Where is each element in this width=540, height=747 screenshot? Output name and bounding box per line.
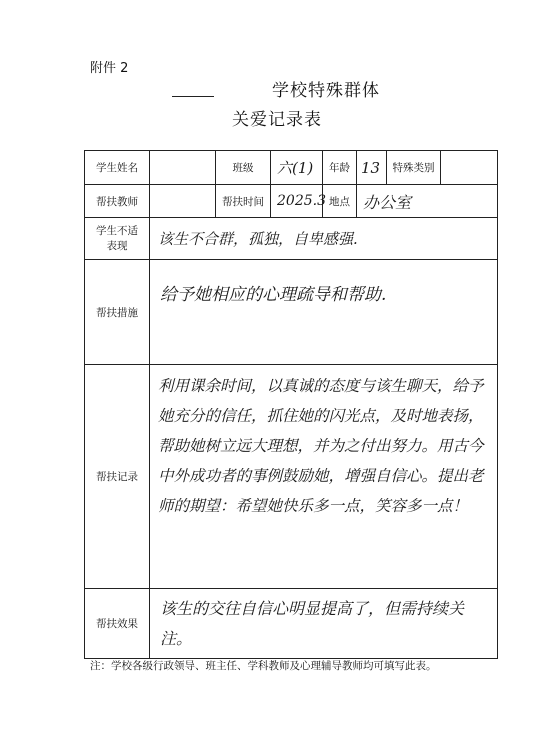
age-label: 年龄	[323, 151, 357, 185]
title-dash	[172, 96, 214, 97]
effect-label: 帮扶效果	[85, 589, 150, 659]
student-name-value[interactable]	[150, 151, 216, 185]
title-line-2: 关爱记录表	[232, 110, 322, 130]
record-label: 帮扶记录	[85, 365, 150, 589]
class-value[interactable]: 六(1)	[271, 151, 323, 185]
location-value[interactable]: 办公室	[357, 185, 498, 218]
inappropriate-behavior-value[interactable]: 该生不合群，孤独，自卑感强.	[150, 218, 498, 260]
record-value[interactable]: 利用课余时间，以真诚的态度与该生聊天，给予她充分的信任，抓住她的闪光点，及时地表扬，帮助她树立远大理想，并为之付出努力。用古今中外成功者的事例鼓励她，增强自信心。提出老师的期望：希望她快乐多一点，笑容多一点！	[150, 365, 498, 589]
student-name-label: 学生姓名	[85, 151, 150, 185]
effect-value[interactable]: 该生的交往自信心明显提高了，但需持续关注。	[150, 589, 498, 659]
measures-label: 帮扶措施	[85, 260, 150, 365]
teacher-value[interactable]	[150, 185, 216, 218]
footnote: 注：学校各级行政领导、班主任、学科教师及心理辅导教师均可填写此表。	[90, 660, 437, 672]
special-category-label: 特殊类别	[387, 151, 441, 185]
help-time-value[interactable]: 2025.3	[271, 185, 323, 218]
measures-value[interactable]: 给予她相应的心理疏导和帮助.	[150, 260, 498, 365]
inappropriate-behavior-label: 学生不适 表现	[85, 218, 150, 260]
teacher-label: 帮扶教师	[85, 185, 150, 218]
class-label: 班级	[216, 151, 271, 185]
help-time-label: 帮扶时间	[216, 185, 271, 218]
care-record-table	[84, 150, 498, 659]
title-line-1: 学校特殊群体	[272, 81, 380, 101]
attachment-label: 附件 2	[90, 61, 129, 76]
special-category-value[interactable]	[441, 151, 498, 185]
age-value[interactable]: 13	[357, 151, 387, 185]
location-label: 地点	[323, 185, 357, 218]
